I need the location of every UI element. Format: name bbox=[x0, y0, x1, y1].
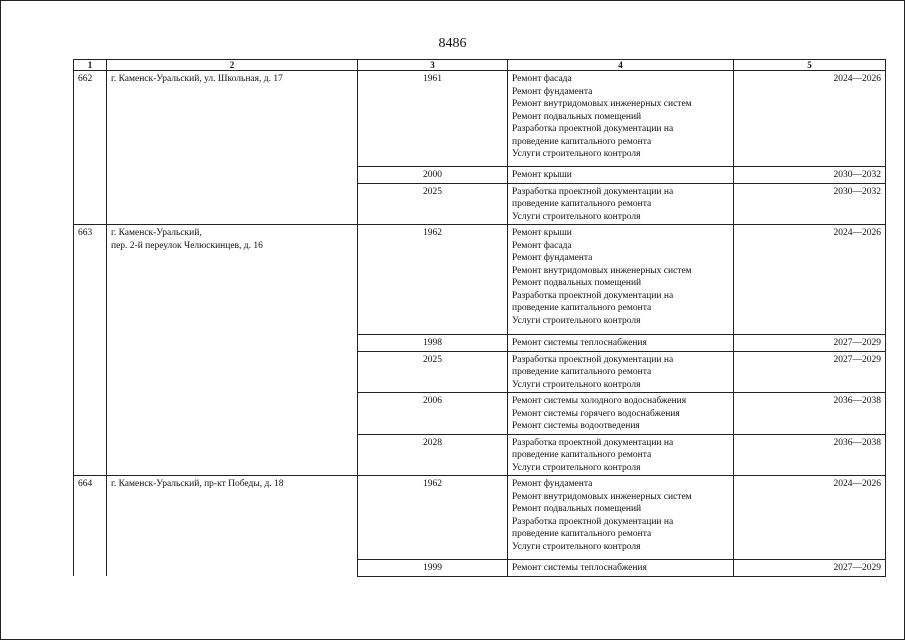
works-cell bbox=[508, 560, 734, 577]
work-item: проведение капитального ремонта bbox=[512, 303, 652, 313]
table-body bbox=[74, 71, 886, 577]
work-item: Ремонт крыши bbox=[512, 228, 572, 238]
address-line: г. Каменск-Уральский, ул. Школьная, д. 17 bbox=[111, 74, 283, 84]
year-cell: 1998 bbox=[358, 335, 508, 352]
work-item: Ремонт фундамента bbox=[512, 86, 593, 97]
column-header-1: 1 bbox=[74, 60, 107, 71]
work-item: Услуги строительного контроля bbox=[512, 541, 641, 552]
work-item: Ремонт фундамента bbox=[512, 479, 593, 489]
work-item: Ремонт фасада bbox=[512, 240, 572, 251]
year-cell: 1962 bbox=[358, 225, 508, 335]
work-item: Ремонт подвальных помещений bbox=[512, 111, 642, 122]
item-number: 664 bbox=[74, 476, 107, 577]
work-item: Разработка проектной документации на bbox=[512, 516, 674, 527]
work-item: Ремонт подвальных помещений bbox=[512, 504, 642, 514]
period-cell: 2027—2029 bbox=[734, 335, 886, 352]
year-cell: 2025 bbox=[358, 351, 508, 393]
work-item: Разработка проектной документации на bbox=[512, 437, 674, 448]
address-line: пер. 2-й переулок Челюскинцев, д. 16 bbox=[111, 240, 263, 251]
works-cell bbox=[508, 476, 734, 560]
year-cell: 1962 bbox=[358, 476, 508, 560]
column-header-2: 2 bbox=[107, 60, 358, 71]
column-header-4: 4 bbox=[508, 60, 734, 71]
work-item: Услуги строительного контроля bbox=[512, 315, 641, 326]
work-item: Ремонт системы холодного водоснабжения bbox=[512, 396, 687, 406]
work-item: Ремонт подвальных помещений bbox=[512, 278, 642, 288]
work-item: Услуги строительного контроля bbox=[512, 462, 641, 473]
year-cell: 2025 bbox=[358, 183, 508, 225]
works-cell bbox=[508, 434, 734, 476]
column-header-3: 3 bbox=[358, 60, 508, 71]
period-cell: 2024—2026 bbox=[734, 71, 886, 167]
work-item: Разработка проектной документации на bbox=[512, 186, 674, 197]
year-cell: 1999 bbox=[358, 560, 508, 577]
work-item: Разработка проектной документации на bbox=[512, 124, 674, 134]
work-item: Ремонт внутридомовых инженерных систем bbox=[512, 99, 692, 109]
work-item: Услуги строительного контроля bbox=[512, 379, 641, 390]
work-item: проведение капитального ремонта bbox=[512, 450, 652, 460]
period-cell: 2027—2029 bbox=[734, 351, 886, 393]
works-cell bbox=[508, 351, 734, 393]
works-cell bbox=[508, 225, 734, 335]
period-cell: 2030—2032 bbox=[734, 183, 886, 225]
works-cell bbox=[508, 335, 734, 352]
work-item: Услуги строительного контроля bbox=[512, 149, 641, 159]
work-item: Ремонт системы водоотведения bbox=[512, 421, 640, 431]
work-item: проведение капитального ремонта bbox=[512, 199, 652, 209]
work-item: Ремонт внутридомовых инженерных систем bbox=[512, 491, 692, 502]
address-line: г. Каменск-Уральский, пр-кт Победы, д. 18 bbox=[111, 479, 284, 489]
table-row bbox=[74, 71, 886, 167]
work-item: Разработка проектной документации на bbox=[512, 354, 674, 365]
year-cell: 2006 bbox=[358, 393, 508, 435]
address-cell bbox=[107, 71, 358, 225]
work-item: Ремонт крыши bbox=[512, 170, 572, 180]
table-header-row bbox=[74, 60, 886, 71]
period-cell: 2024—2026 bbox=[734, 225, 886, 335]
works-cell bbox=[508, 393, 734, 435]
work-item: Ремонт фасада bbox=[512, 74, 572, 84]
work-item: Ремонт системы теплоснабжения bbox=[512, 338, 647, 348]
work-item: Ремонт системы теплоснабжения bbox=[512, 563, 647, 573]
address-line: г. Каменск-Уральский, bbox=[111, 228, 202, 238]
table-row bbox=[74, 476, 886, 560]
work-item: Услуги строительного контроля bbox=[512, 211, 641, 222]
works-cell bbox=[508, 71, 734, 167]
item-number: 662 bbox=[74, 71, 107, 225]
period-cell: 2030—2032 bbox=[734, 167, 886, 184]
work-item: проведение капитального ремонта bbox=[512, 136, 652, 147]
address-cell bbox=[107, 476, 358, 577]
work-item: Ремонт фундамента bbox=[512, 253, 593, 263]
capital-repair-table bbox=[73, 59, 886, 577]
year-cell: 1961 bbox=[358, 71, 508, 167]
work-item: проведение капитального ремонта bbox=[512, 367, 652, 377]
address-cell bbox=[107, 225, 358, 476]
work-item: Разработка проектной документации на bbox=[512, 290, 674, 301]
period-cell: 2036—2038 bbox=[734, 393, 886, 435]
work-item: Ремонт внутридомовых инженерных систем bbox=[512, 265, 692, 276]
period-cell: 2027—2029 bbox=[734, 560, 886, 577]
item-number: 663 bbox=[74, 225, 107, 476]
period-cell: 2024—2026 bbox=[734, 476, 886, 560]
year-cell: 2028 bbox=[358, 434, 508, 476]
work-item: проведение капитального ремонта bbox=[512, 529, 652, 539]
work-item: Ремонт системы горячего водоснабжения bbox=[512, 408, 680, 419]
year-cell: 2000 bbox=[358, 167, 508, 184]
period-cell: 2036—2038 bbox=[734, 434, 886, 476]
works-cell bbox=[508, 183, 734, 225]
works-cell bbox=[508, 167, 734, 184]
column-header-5: 5 bbox=[734, 60, 886, 71]
table-row bbox=[74, 225, 886, 335]
page-number: 8486 bbox=[438, 36, 467, 51]
